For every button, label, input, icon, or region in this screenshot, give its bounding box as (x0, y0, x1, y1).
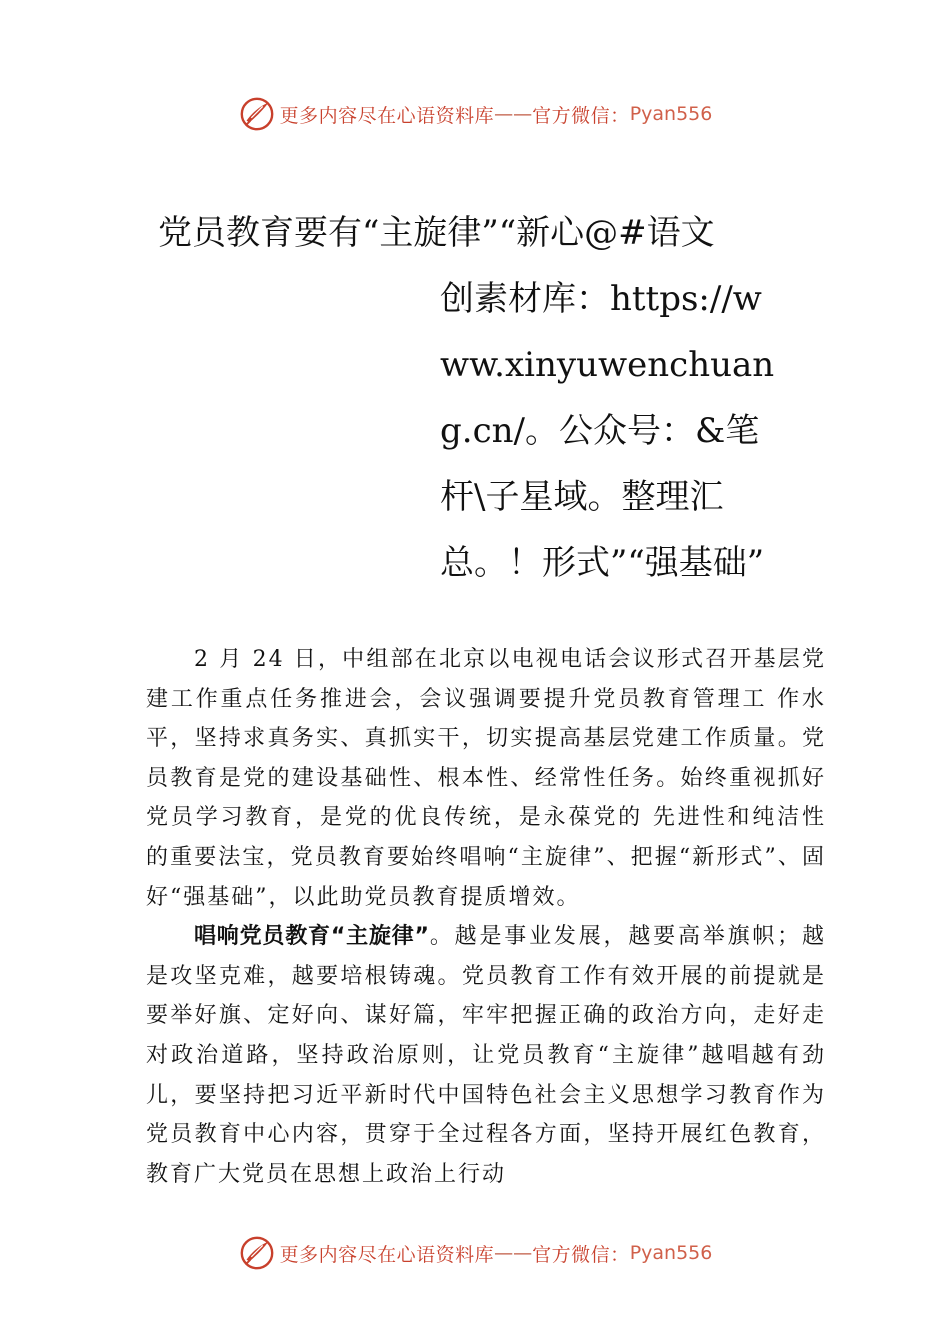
banner-wechat-id: Pyan556 (629, 103, 713, 125)
paragraph-2 (146, 917, 826, 1194)
banner-wechat-label: 官方微信： (532, 104, 630, 127)
title-line-1: 党员教育要有“主旋律”“新心@#语文 (158, 213, 715, 253)
banner-wechat-id: Pyan556 (629, 1242, 713, 1264)
header-watermark-banner (0, 92, 950, 136)
banner-site-text: 更多内容尽在心语资料库 (279, 1243, 495, 1266)
banner-site-text: 更多内容尽在心语资料库 (279, 104, 495, 127)
footer-watermark-banner (0, 1231, 950, 1275)
banner-separator: —— (494, 103, 533, 125)
pen-logo-icon (238, 95, 276, 133)
paragraph-2-lead-heading: 唱响党员教育“主旋律” (194, 924, 430, 950)
title-continuation: 创素材库：https://www.xinyuwenchuang.cn/。公众号：&笔杆\子星域。整理汇总。！形式”“强基础” (440, 279, 775, 583)
banner-separator: —— (494, 1242, 533, 1264)
banner-wechat-label: 官方微信： (532, 1243, 630, 1266)
pen-logo-icon (238, 1234, 276, 1272)
document-title (158, 200, 798, 596)
paragraph-2-text: 。越是事业发展，越要高举旗帜；越是攻坚克难，越要培根铸魂。党员教育工作有效开展的前提就是要举好旗、定好向、谋好篇，牢牢把握正确的政治方向，走好走对政治道路，坚持政治原则，让党员教育“主旋律”越唱越有劲儿，要坚持把习近平新时代中国特色社会主义思想学习教育作为党员教育中心内容，贯穿于全过程各方面，坚持开展红色教育，教育广大党员在思想上政治上行动 (146, 924, 826, 1187)
paragraph-1: 2 月 24 日，中组部在北京以电视电话会议形式召开基层党建工作重点任务推进会，会议强调要提升党员教育管理工 作水平，坚持求真务实、真抓实干，切实提高基层党建工作质量。党员教育是党的建设基础性、根本性、经常性任务。始终重视抓好党员学习教育，是党的优良传统，是永葆党的 先进性和纯洁性的重要法宝，党员教育要始终唱响“主旋律”、把握“新形式”、固好“强基础”，以此助党员教育提质增效。 (146, 647, 826, 910)
document-body (146, 640, 826, 1194)
